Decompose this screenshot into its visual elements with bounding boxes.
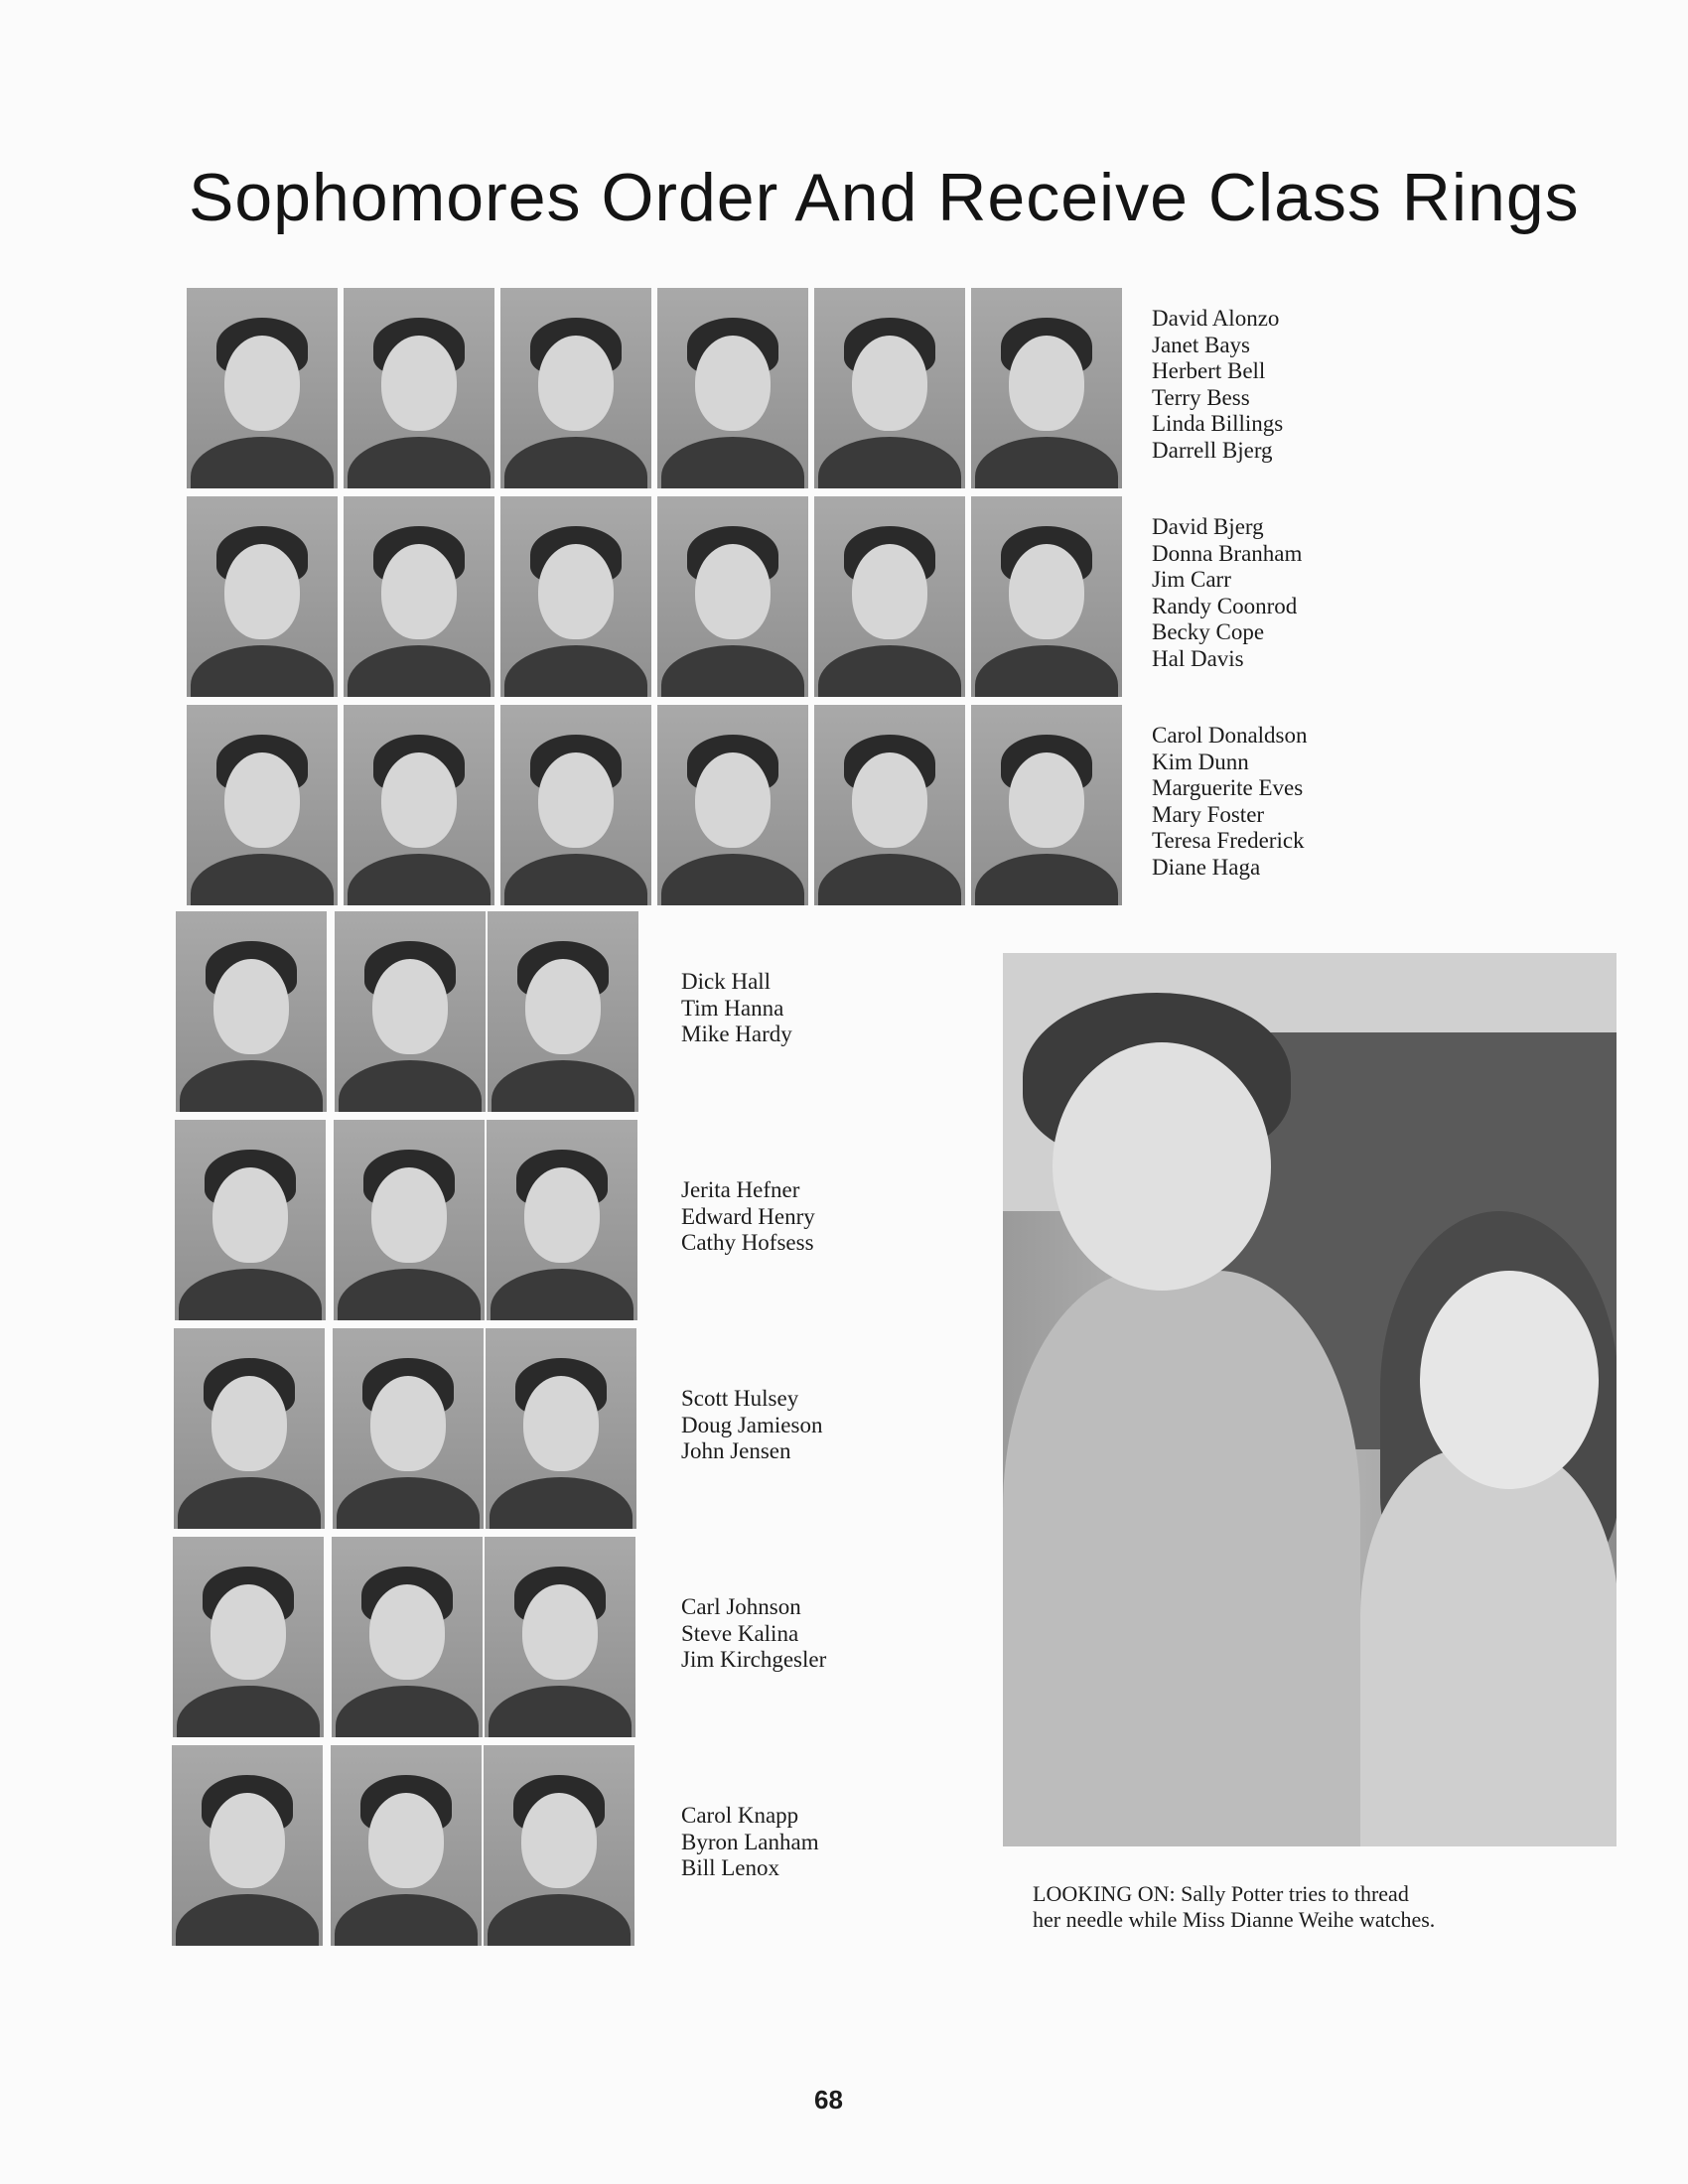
portrait-face [524,1167,600,1263]
portrait-face [371,1167,447,1263]
student-name: Cathy Hofsess [681,1230,814,1255]
portrait-face [538,544,614,639]
student-portrait [173,1537,324,1737]
student-portrait [187,705,338,905]
photo-caption [1033,1881,1435,1933]
portrait-face [538,752,614,848]
student-name: Carol Donaldson [1152,723,1308,748]
portrait-shoulders [178,1477,321,1529]
student-portrait [187,496,338,697]
portrait-face [368,1793,444,1888]
portrait-shoulders [337,1477,480,1529]
student-name: Kim Dunn [1152,749,1249,774]
student-name: Hal Davis [1152,645,1244,671]
student-name: Jim Carr [1152,567,1231,592]
student-name: Mike Hardy [681,1022,792,1046]
student-name: Janet Bays [1152,332,1251,357]
student-name: Becky Cope [1152,619,1265,644]
student-portrait [971,705,1122,905]
student-portrait [344,705,494,905]
student-portrait [344,288,494,488]
portrait-shoulders [661,437,804,488]
student-name: Byron Lanham [681,1829,819,1854]
portrait-face [224,336,300,431]
name-list [681,1386,822,1465]
student-portrait [500,496,651,697]
student-portrait [174,1328,325,1529]
portrait-shoulders [348,437,491,488]
portrait-shoulders [489,1686,632,1737]
portrait-shoulders [335,1894,478,1946]
portrait-face [381,544,457,639]
portrait-shoulders [348,854,491,905]
student-name: Dick Hall [681,969,772,994]
portrait-shoulders [490,1477,633,1529]
portrait-face [224,752,300,848]
student-portrait [332,1537,483,1737]
student-name: Edward Henry [681,1203,815,1229]
student-portrait [657,288,808,488]
portrait-face [852,752,927,848]
name-list [1152,723,1308,881]
name-list [681,1803,819,1882]
student-portrait [814,496,965,697]
student-portrait [335,911,486,1112]
student-portrait [971,288,1122,488]
portrait-face [522,1584,598,1680]
photo-teacher-figure [1003,1271,1360,1846]
caption-line: LOOKING ON: Sally Potter tries to thread [1033,1881,1409,1906]
portrait-face [211,1584,286,1680]
portrait-face [852,544,927,639]
portrait-shoulders [661,645,804,697]
portrait-shoulders [336,1686,479,1737]
portrait-shoulders [180,1060,323,1112]
student-portrait [657,705,808,905]
portrait-face [381,336,457,431]
student-portrait [814,705,965,905]
name-list [681,1177,815,1257]
name-list [1152,306,1283,464]
portrait-shoulders [491,1269,633,1320]
name-list [1152,514,1302,672]
portrait-shoulders [492,1060,634,1112]
portrait-face [1009,752,1084,848]
student-name: Donna Branham [1152,540,1303,566]
portrait-shoulders [661,854,804,905]
student-portrait [331,1745,482,1946]
portrait-face [1009,544,1084,639]
name-list [681,969,792,1048]
student-name: David Bjerg [1152,514,1264,539]
portrait-face [695,752,771,848]
portrait-face [538,336,614,431]
portrait-shoulders [818,645,961,697]
portrait-shoulders [975,437,1118,488]
portrait-shoulders [818,854,961,905]
name-list [681,1594,826,1674]
student-name: Herbert Bell [1152,358,1266,383]
portrait-face [1009,336,1084,431]
photo-student-figure [1360,1449,1617,1846]
student-name: John Jensen [681,1438,791,1463]
student-name: Scott Hulsey [681,1386,799,1411]
student-name: Diane Haga [1152,854,1261,880]
page-title: Sophomores Order And Receive Class Rings [189,160,1580,235]
student-portrait [175,1120,326,1320]
portrait-face [852,336,927,431]
student-name: Terry Bess [1152,384,1250,410]
student-name: Linda Billings [1152,411,1284,436]
student-portrait [487,1120,637,1320]
student-portrait [971,496,1122,697]
student-portrait [500,705,651,905]
portrait-face [224,544,300,639]
student-name: Bill Lenox [681,1855,780,1880]
portrait-face [369,1584,445,1680]
student-name: Mary Foster [1152,801,1265,827]
student-portrait [488,911,638,1112]
student-name: David Alonzo [1152,306,1280,331]
student-name: Tim Hanna [681,995,784,1021]
portrait-shoulders [339,1060,482,1112]
portrait-shoulders [191,437,334,488]
portrait-shoulders [179,1269,322,1320]
student-portrait [344,496,494,697]
student-portrait [484,1745,634,1946]
student-name: Steve Kalina [681,1620,799,1646]
portrait-shoulders [191,854,334,905]
portrait-face [211,1376,287,1471]
caption-line: her needle while Miss Dianne Weihe watches. [1033,1907,1436,1932]
portrait-face [521,1793,597,1888]
photo-student-face [1420,1271,1599,1489]
portrait-face [695,336,771,431]
student-portrait [657,496,808,697]
student-name: Carol Knapp [681,1803,799,1828]
portrait-face [381,752,457,848]
student-portrait [187,288,338,488]
portrait-shoulders [504,854,647,905]
portrait-face [695,544,771,639]
portrait-shoulders [504,645,647,697]
portrait-shoulders [504,437,647,488]
student-portrait [485,1537,635,1737]
candid-photo [1003,953,1617,1846]
student-name: Carl Johnson [681,1594,801,1619]
page-number: 68 [814,2085,843,2115]
student-portrait [176,911,327,1112]
student-name: Randy Coonrod [1152,593,1298,618]
portrait-face [370,1376,446,1471]
student-portrait [500,288,651,488]
portrait-shoulders [975,854,1118,905]
portrait-face [372,959,448,1054]
student-name: Jim Kirchgesler [681,1647,827,1672]
portrait-face [523,1376,599,1471]
portrait-face [525,959,601,1054]
student-name: Darrell Bjerg [1152,437,1273,463]
portrait-face [213,959,289,1054]
portrait-face [212,1167,288,1263]
portrait-face [210,1793,285,1888]
student-name: Doug Jamieson [681,1412,823,1437]
portrait-shoulders [191,645,334,697]
photo-teacher-face [1053,1042,1271,1291]
student-name: Teresa Frederick [1152,828,1305,853]
portrait-shoulders [177,1686,320,1737]
portrait-shoulders [488,1894,631,1946]
portrait-shoulders [818,437,961,488]
portrait-shoulders [975,645,1118,697]
student-portrait [814,288,965,488]
portrait-shoulders [338,1269,481,1320]
student-portrait [486,1328,636,1529]
student-name: Jerita Hefner [681,1177,800,1202]
student-portrait [333,1328,484,1529]
student-portrait [334,1120,485,1320]
student-portrait [172,1745,323,1946]
portrait-shoulders [348,645,491,697]
student-name: Marguerite Eves [1152,775,1304,800]
portrait-shoulders [176,1894,319,1946]
